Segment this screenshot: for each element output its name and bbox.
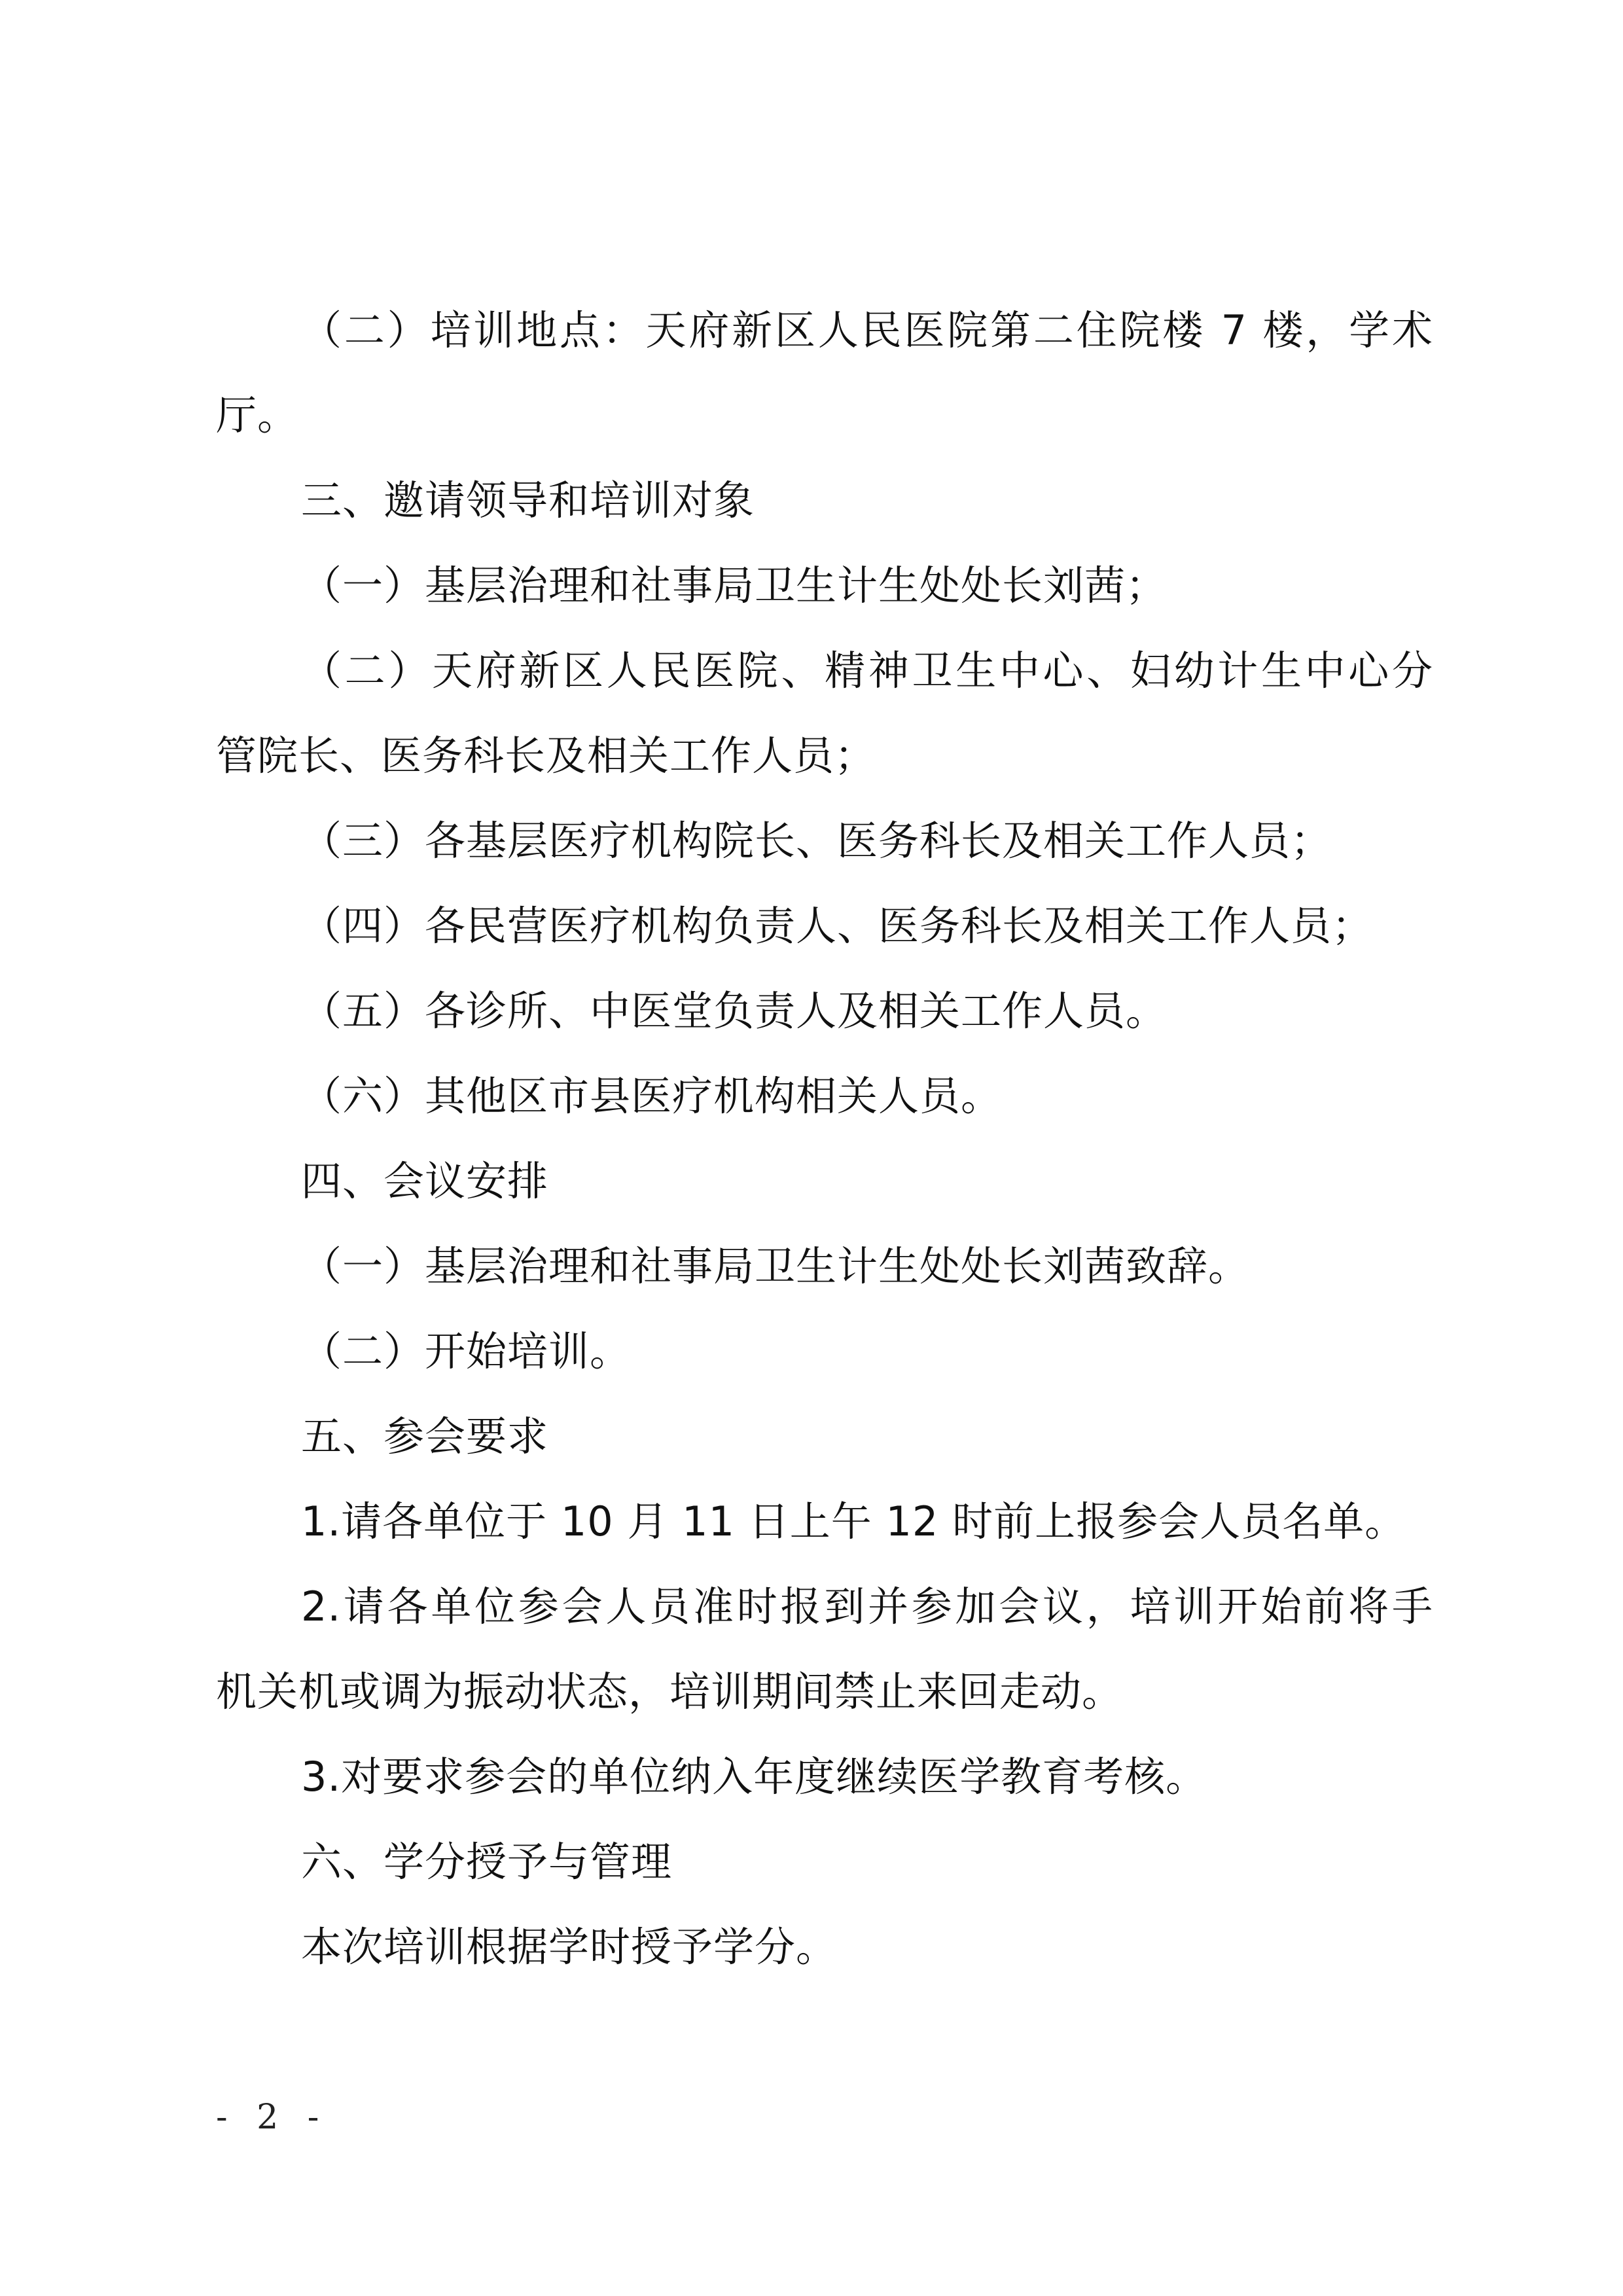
list-item: （一）基层治理和社事局卫生计生处处长刘茜致辞。	[301, 1242, 1250, 1290]
section-heading-credits: 六、学分授予与管理	[301, 1838, 673, 1886]
list-item: （二）天府新区人民医院、精神卫生中心、妇幼计生中心分	[301, 647, 1433, 694]
list-item-cont: 管院长、医务科长及相关工作人员；	[216, 732, 876, 780]
list-item-cont: 机关机或调为振动状态，培训期间禁止来回走动。	[216, 1668, 1124, 1715]
list-item: 3.对要求参会的单位纳入年度继续医学教育考核。	[301, 1753, 1207, 1801]
section-heading-invitees: 三、邀请领导和培训对象	[301, 476, 755, 524]
list-item: 1.请各单位于 10 月 11 日上午 12 时前上报参会人员名单。	[301, 1498, 1406, 1545]
list-item: （四）各民营医疗机构负责人、医务科长及相关工作人员；	[301, 902, 1374, 950]
list-item: （五）各诊所、中医堂负责人及相关工作人员。	[301, 987, 1168, 1035]
list-item: （三）各基层医疗机构院长、医务科长及相关工作人员；	[301, 817, 1332, 865]
section-heading-requirements: 五、参会要求	[301, 1412, 549, 1460]
list-item: 2.请各单位参会人员准时报到并参加会议，培训开始前将手	[301, 1583, 1433, 1630]
paragraph-credits: 本次培训根据学时授予学分。	[301, 1923, 838, 1971]
list-item: （二）开始培训。	[301, 1327, 632, 1375]
paragraph-training-location: （二）培训地点：天府新区人民医院第二住院楼 7 楼，学术	[301, 306, 1433, 354]
page-number: - 2 -	[216, 2098, 329, 2137]
list-item: （六）其他区市县医疗机构相关人员。	[301, 1072, 1003, 1120]
paragraph-training-location-cont: 厅。	[216, 391, 299, 439]
list-item: （一）基层治理和社事局卫生计生处处长刘茜；	[301, 562, 1168, 609]
section-heading-meeting: 四、会议安排	[301, 1157, 549, 1205]
